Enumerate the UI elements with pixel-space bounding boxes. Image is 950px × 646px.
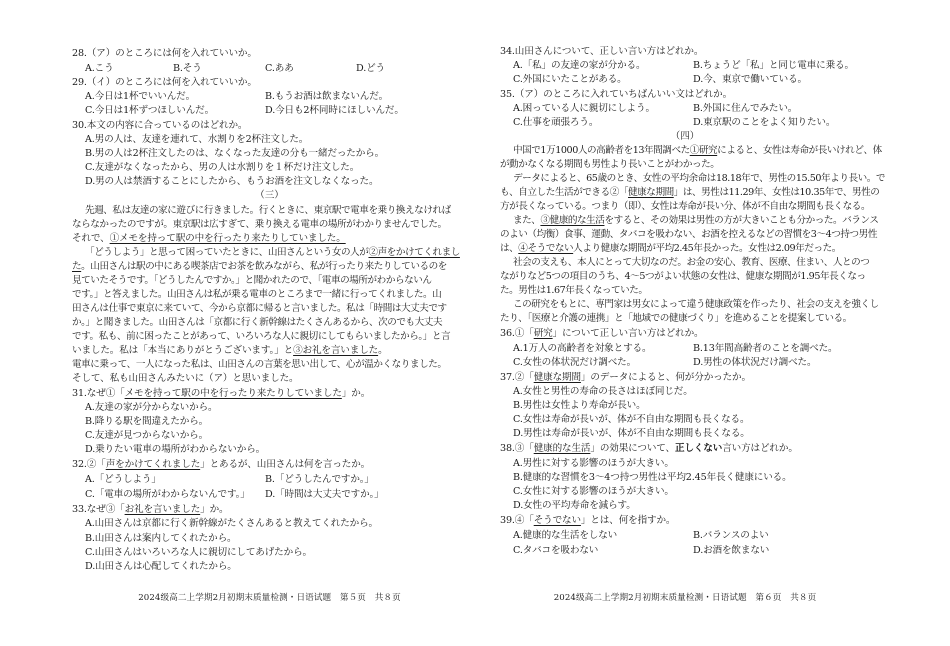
passage3-text: 。山田さんは駅の中にある喫茶店でお茶を飲みながら、私が行ったり来たりしているのを [81, 261, 447, 272]
passage4-line-7: のよい（均衡）食事、運動、タバコを吸わない、お酒を控えるなどの習慣を3〜4つ持つ男性 [500, 229, 877, 240]
q38-option-c: C.女性に対する影響のほうが大きい。 [513, 486, 674, 497]
q38-stem-text: 」の効果について、 [590, 443, 675, 454]
underlined-phrase-2: 健康な期間 [628, 187, 674, 198]
q35-stem: 35.（ア）のところに入れていちばんいい文はどれか。 [500, 89, 733, 100]
q31-option-c: C.友達が見つからないから。 [85, 430, 209, 441]
page-6 [500, 0, 886, 646]
q35-option-b: B.外国に住んでみたい。 [693, 103, 798, 114]
q33-option-d: D.山田さんは心配してくれたから。 [85, 561, 237, 572]
q37-option-b: B.男性は女性より寿命が長い。 [513, 400, 646, 411]
underlined-phrase-3: ③健康的な生活 [540, 215, 605, 226]
passage3-line-12: 電車に乗って、一人になった私は、山田さんの言葉を思い出して、心が温かくなりました。 [72, 359, 447, 370]
q28-option-c: C.ああ [265, 63, 294, 74]
passage4-text: をすると、その効果は男性の方が大きいことも分かった。バランス [604, 215, 879, 226]
q33-stem [72, 504, 229, 516]
q29-option-d: D.今日も2杯同時にほしいんだ。 [265, 105, 404, 116]
q33-stem-text: 33.なぜ③「 [72, 504, 125, 515]
passage4-line-2: が動かなくなる期間も男性より長いことがわかった。 [500, 159, 720, 170]
q36-stem [500, 328, 704, 340]
passage3-text: それで、 [72, 233, 110, 244]
underlined-phrase-1: ①メモを持って駅の中を行ったり来たりしていました。 [109, 233, 346, 244]
q29-option-b: B.もうお酒は飲まないんだ。 [265, 91, 389, 102]
q34-option-d: D.今、東京で働いている。 [693, 74, 807, 85]
passage4-line-4 [500, 187, 879, 199]
q39-option-d: D.お酒を飲まない [693, 545, 770, 556]
q38-stem-underlined: 健康的な生活 [533, 443, 591, 454]
passage3-line-6: 見ていたそうです。「どうしたんですか。」と聞かれたので、「電車の場所がわからないん [72, 275, 432, 286]
passage4-text: によると、女性は寿命が長いけれど、体 [717, 145, 882, 156]
q32-option-a: A.「どうしよう」 [85, 474, 161, 485]
q37-option-a: A.女性と男性の寿命の長さはほぼ同じだ。 [513, 386, 693, 397]
passage3-line-2: ならなかったのですが。東京駅は広すぎて、乗り換える電車の場所がわかりませんでした。 [72, 219, 447, 230]
underlined-phrase-2: ②声をかけてくれまし [368, 247, 460, 258]
passage3-line-10: です。私も、前に困ったことがあって、いろいろな人に親切にしてもらいましたから。」と言 [72, 331, 451, 342]
q33-stem-underlined: お礼を言いました [124, 504, 201, 515]
q31-option-a: A.友達の家が分からないから。 [85, 402, 218, 413]
q36-stem-text: 」について正しい言い方はどれか。 [552, 328, 704, 339]
underlined-phrase-2-end: た [72, 261, 82, 272]
page-5 [72, 0, 467, 646]
q29-stem: 29.（イ）のところには何を入れていいか。 [72, 77, 257, 88]
q28-option-b: B.そう [173, 63, 202, 74]
passage3-line-13: そして、私も山田さんみたいに（ア）と思いました。 [72, 373, 299, 384]
passage4-line-1 [513, 145, 882, 157]
passage4-line-10: ながりなど5つの項目のうち、4〜5つがよい状態の女性は、健康な期間が1.95年長くなっ [500, 271, 866, 282]
passage3-line-7: です。」と答えました。山田さんは私が乗る電車のところまで一緒に行ってくれました。山 [72, 289, 442, 300]
q38-stem-text: 言い方はどれか。 [722, 443, 798, 454]
underlined-phrase-4: ④そうでない [518, 243, 574, 254]
page-6-footer: 2024级高二上学期2月初期末质量检测・日语试题 第６页 共８页 [553, 593, 817, 603]
q37-stem-underlined: 健康な期間 [533, 372, 581, 383]
q38-option-b: B.健康的な習慣を3〜4つ持つ男性は平均2.45年長く健康にいる。 [513, 472, 792, 483]
q38-option-d: D.女性の平均寿命を減らす。 [513, 500, 636, 511]
q35-option-c: C.仕事を頑張ろう。 [513, 117, 599, 128]
q29-option-a: A.今日は1杯でいいんだ。 [85, 91, 196, 102]
q34-option-b: B.ちょうど「私」と同じ電車に乗る。 [693, 60, 854, 71]
passage4-text: また、 [513, 215, 541, 226]
passage4-text: 中国で1万1000人の高齢者を13年間調べた [513, 145, 690, 156]
section-4-heading: （四） [670, 131, 700, 142]
passage3-line-3 [72, 233, 346, 245]
q34-stem: 34.山田さんについて、正しい言い方はどれか。 [500, 46, 704, 57]
q34-option-c: C.外国にいたことがある。 [513, 74, 627, 85]
q39-stem [500, 515, 675, 527]
q38-stem [500, 443, 798, 455]
q28-option-d: D.どう [356, 63, 385, 74]
q31-option-d: D.乗りたい電車の場所がわからないから。 [85, 444, 266, 455]
q36-stem-text: 36.①「 [500, 328, 534, 339]
page-5-footer: 2024级高二上学期2月初期末质量检测・日语试题 第５页 共８页 [138, 593, 401, 603]
q32-stem-underlined: 声をかけてくれました [105, 459, 201, 470]
q33-option-c: C.山田さんはいろいろな人に親切にしてあげたから。 [85, 547, 312, 558]
q32-stem-text: 32.②「 [72, 459, 106, 470]
passage3-line-5 [72, 261, 447, 273]
q32-option-c: C.「電車の場所がわからないんです。」 [85, 489, 250, 500]
q35-option-a: A.困っている人に親切にしよう。 [513, 103, 655, 114]
q37-option-d: D.男性は寿命が長いが、体が不自由な期間も長くなる。 [513, 428, 750, 439]
q32-stem-text: 」とあるが、山田さんは何を言ったか。 [200, 459, 371, 470]
underlined-phrase-1: ①研究 [689, 145, 718, 156]
q31-stem-text: 31.なぜ①「 [72, 388, 125, 399]
q39-option-b: B.バランスのよい [693, 530, 769, 541]
q32-option-b: B.「どうしたんですか。」 [265, 474, 374, 485]
q36-stem-underlined: 研究 [533, 328, 553, 339]
q33-stem-text: 」か。 [200, 504, 229, 515]
passage3-line-9: か。」と聞きました。山田さんは「京都に行く新幹線はたくさんあるから、次のでも大丈夫 [72, 317, 443, 328]
passage3-line-1: 先週、私は友達の家に遊びに行きました。行くときに、東京駅で電車を乗り換えなければ [85, 205, 451, 216]
q38-option-a: A.男性に対する影響のほうが大きい。 [513, 458, 674, 469]
q33-option-b: B.山田さんは案内してくれたから。 [85, 533, 237, 544]
passage4-line-8 [500, 243, 841, 255]
q37-stem [500, 372, 751, 384]
q39-stem-underlined: そうでない [533, 515, 581, 526]
q28-stem: 28.（ア）のところには何を入れていいか。 [72, 48, 257, 59]
passage3-line-11 [72, 345, 388, 357]
passage3-line-4 [85, 247, 460, 259]
q37-stem-text: 37.②「 [500, 372, 534, 383]
passage4-line-9: 社会の支えも、本人にとって大切なのだ。お金の安心、教育、医療、住まい、人とのつ [513, 257, 870, 268]
q39-option-c: C.タバコを吸わない [513, 545, 599, 556]
passage3-text: いました。私は「本当にありがとうございます。」と [72, 345, 294, 356]
q30-option-d: D.男の人は禁酒することにしたから、もうお酒を注文しなくなった。 [85, 176, 379, 187]
q39-stem-text: 」とは、何を指すか。 [580, 515, 676, 526]
passage4-line-11: た。男性は1.67年長くなっていた。 [500, 285, 648, 296]
passage4-text: 人より健康な期間が平均2.45年長かった。女性は2.09年だった。 [573, 243, 841, 254]
q31-option-b: B.降りる駅を間違えたから。 [85, 416, 209, 427]
q37-option-c: C.女性は寿命が長いが、体が不自由な期間も長くなる。 [513, 414, 750, 425]
q38-stem-emphasis: 正しくない [675, 443, 723, 454]
underlined-phrase-3: ③お礼を言いました [293, 345, 379, 356]
passage4-line-3: データによると、65歳のとき、女性の平均余命は18.18年で、男性の15.50年より長い。で [513, 173, 886, 184]
q36-option-c: C.女性の体状況だけ調べた。 [513, 357, 637, 368]
q31-stem-text: 」か。 [341, 388, 371, 399]
passage4-line-12: この研究をもとに、専門家は男女によって違う健康政策を作ったり、社会の支えを強くし [513, 299, 879, 310]
q30-stem: 30.本文の内容に合っているのはどれか。 [72, 120, 248, 131]
passage3-text: 「どうしよう」と思って困っていたときに、山田さんという女の人が [85, 247, 369, 258]
q35-option-d: D.東京駅のことをよく知りたい。 [693, 117, 836, 128]
passage4-line-6 [513, 215, 878, 227]
q31-stem [72, 388, 370, 400]
passage4-line-13: たり、「医療と介護の連携」と「地域での健康づくり」を進めることを提案している。 [500, 313, 852, 324]
q36-option-b: B.13年間高齢者のことを調べた。 [693, 343, 838, 354]
q33-option-a: A.山田さんは京都に行く新幹線がたくさんあると教えてくれたから。 [85, 518, 378, 529]
q36-option-d: D.男性の体状況だけ調べた。 [693, 357, 817, 368]
q28-option-a: A.こう [85, 63, 114, 74]
q30-option-b: B.男の人は2杯注文したのは、なくなった友達の分も一緒だったから。 [85, 148, 385, 159]
q39-option-a: A.健康的な生活をしない [513, 530, 618, 541]
passage4-text: 」は、男性は11.29年、女性は10.35年で、男性の [673, 187, 880, 198]
q39-stem-text: 39.④「 [500, 515, 534, 526]
q30-option-c: C.友達がなくなったから、男の人は水割りを１杯だけ注文した。 [85, 162, 360, 173]
q29-option-c: C.今日は1杯ずつほしいんだ。 [85, 105, 215, 116]
passage3-text: 。 [378, 345, 388, 356]
q38-stem-text: 38.③「 [500, 443, 534, 454]
passage4-line-5: 方が長くなっている。つまり（即）、女性は寿命が長い分、体が不自由な期間も長くなる。 [500, 201, 871, 212]
q34-option-a: A.「私」の友達の家が分かる。 [513, 60, 646, 71]
passage4-text: は、 [500, 243, 519, 254]
q30-option-a: A.男の人は、友達を連れて、水割りを2杯注文した。 [85, 134, 309, 145]
section-3-heading: （三） [255, 190, 284, 201]
passage4-text: も、自立した生活ができる②「 [500, 187, 629, 198]
passage3-line-8: 田さんは仕事で東京に来ていて、今から京都に帰ると言いました。私は「時間は大丈夫です [72, 303, 447, 314]
q32-stem [72, 459, 370, 471]
q37-stem-text: 」のデータによると、何が分かったか。 [580, 372, 751, 383]
q32-option-d: D.「時間は大丈夫ですか。」 [265, 489, 384, 500]
q31-stem-underlined: メモを持って駅の中を行ったり来たりしていました [124, 388, 342, 399]
q36-option-a: A.1万人の高齢者を対象とする。 [513, 343, 652, 354]
